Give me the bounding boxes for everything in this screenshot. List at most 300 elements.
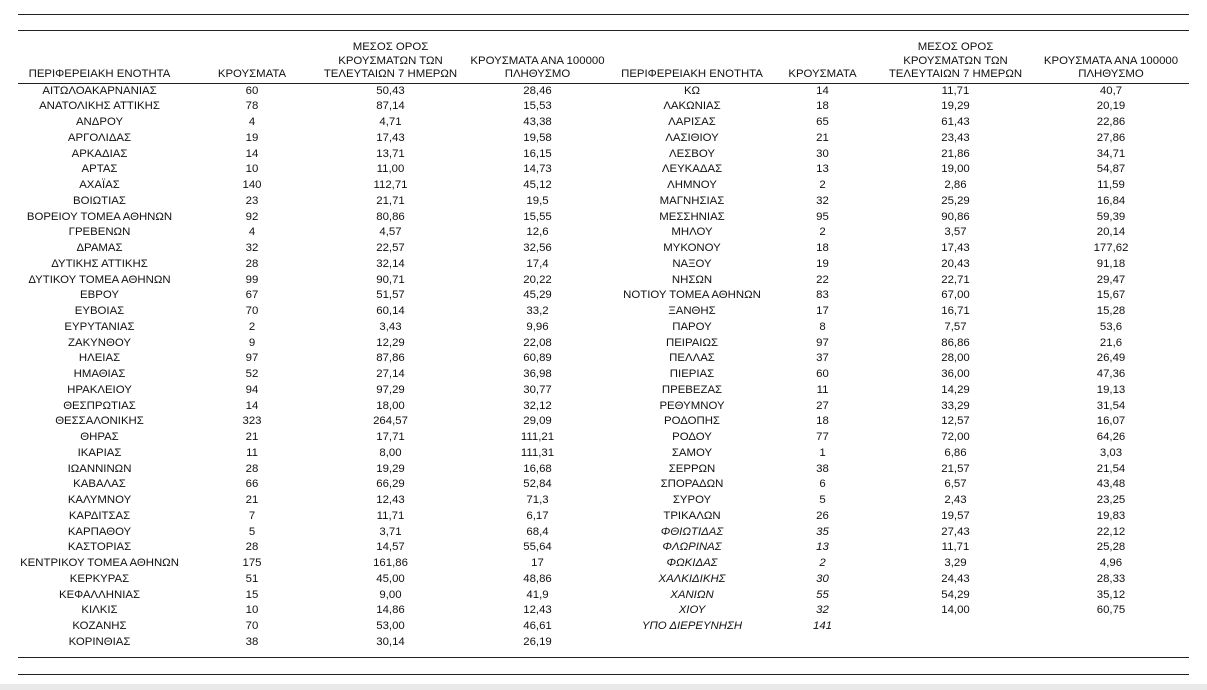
- right-cases-cell: 95: [816, 210, 829, 223]
- right-region-cell: ΣΕΡΡΩΝ: [668, 462, 716, 475]
- left-region-cell: ΑΧΑΪΑΣ: [79, 179, 120, 191]
- left-cases-cell: 99: [245, 273, 259, 286]
- header-per-100k: [458, 41, 617, 83]
- left-region-cell: ΑΡΓΟΛΙΔΑΣ: [67, 131, 132, 144]
- right-cases-cell: 26: [816, 509, 829, 522]
- header-cases-right: ΚΡΟΥΣΜΑΤΑ: [767, 41, 878, 83]
- right-region-cell: ΝΟΤΙΟΥ ΤΟΜΕΑ ΑΘΗΝΩΝ: [623, 289, 761, 302]
- table-row: [18, 351, 1189, 367]
- left-cases-cell: 97: [245, 352, 259, 365]
- left-per100k-cell: 68,4: [526, 525, 549, 538]
- right-avg-cell: 25,29: [941, 194, 970, 207]
- left-per100k-cell: 19,58: [523, 131, 552, 144]
- left-avg-cell: 87,14: [376, 100, 405, 113]
- left-region-cell: ΚΟΖΑΝΗΣ: [72, 620, 127, 632]
- header-region-right: ΠΕΡΙΦΕΡΕΙΑΚΗ ΕΝΟΤΗΤΑ: [617, 41, 767, 83]
- left-cases-cell: 23: [245, 194, 259, 207]
- left-region-cell: ΔΥΤΙΚΗΣ ΑΤΤΙΚΗΣ: [51, 257, 148, 270]
- right-avg-cell: 2,43: [944, 494, 967, 506]
- header-per100k-line1: ΚΡΟΥΣΜΑΤΑ ΑΝΑ 100000: [470, 54, 605, 67]
- left-cases-cell: 92: [245, 210, 259, 223]
- left-cases-cell: 32: [245, 242, 259, 254]
- right-avg-cell: 27,43: [941, 525, 970, 538]
- right-cases-cell: 13: [816, 163, 829, 176]
- left-avg-cell: 18,00: [376, 399, 405, 412]
- left-per100k-cell: 17,4: [526, 257, 549, 270]
- left-avg-cell: 8,00: [379, 446, 402, 459]
- left-region-cell: ΚΙΛΚΙΣ: [81, 604, 118, 617]
- left-region-cell: ΗΜΑΘΙΑΣ: [73, 368, 126, 380]
- left-cases-cell: 7: [248, 509, 256, 522]
- table-row: [18, 446, 1189, 462]
- right-region-cell: ΣΥΡΟΥ: [672, 494, 712, 506]
- right-cases-cell: 14: [816, 84, 829, 97]
- left-cases-cell: 19: [245, 131, 259, 144]
- right-cases-cell: 2: [819, 557, 826, 569]
- table-bottom-rule: [18, 657, 1189, 658]
- table-row: [18, 147, 1189, 163]
- table-row: [18, 99, 1189, 115]
- left-cases-cell: 66: [245, 478, 259, 491]
- left-cases-cell: 28: [245, 541, 259, 554]
- left-avg-cell: 45,00: [376, 572, 405, 585]
- right-per100k-cell: 11,59: [1097, 179, 1125, 191]
- header-avg-line3: ΤΕΛΕΥΤΑΙΩΝ 7 ΗΜΕΡΩΝ: [323, 68, 458, 80]
- left-avg-cell: 17,43: [376, 131, 405, 144]
- left-region-cell: ΚΑΛΥΜΝΟΥ: [67, 494, 132, 506]
- right-per100k-cell: 22,12: [1096, 525, 1126, 538]
- right-region-cell: ΚΩ: [683, 84, 701, 97]
- left-region-cell: ΚΑΡΠΑΘΟΥ: [67, 525, 132, 538]
- left-avg-cell: 90,71: [376, 273, 405, 286]
- left-per100k-cell: 32,12: [523, 399, 552, 412]
- left-per100k-cell: 43,38: [523, 116, 552, 128]
- right-region-cell: ΠΡΕΒΕΖΑΣ: [661, 383, 723, 396]
- left-per100k-cell: 20,22: [523, 273, 552, 286]
- left-region-cell: ΚΑΣΤΟΡΙΑΣ: [67, 541, 132, 554]
- table-row: [18, 399, 1189, 415]
- right-avg-cell: 24,43: [941, 572, 970, 585]
- right-region-cell: ΠΕΙΡΑΙΩΣ: [665, 336, 719, 349]
- left-cases-cell: 15: [245, 588, 259, 601]
- left-cases-cell: 10: [245, 163, 259, 176]
- table-row: [18, 131, 1189, 147]
- table-row: [18, 288, 1189, 304]
- table-row: [18, 83, 1189, 99]
- left-avg-cell: 32,14: [376, 257, 405, 270]
- header-per100k-line2-right: ΠΛΗΘΥΣΜΟ: [1078, 68, 1144, 80]
- right-region-cell: ΛΗΜΝΟΥ: [667, 179, 717, 191]
- page-edge: [0, 684, 1207, 690]
- right-region-cell: ΝΗΣΩΝ: [671, 273, 713, 286]
- right-region-cell: ΤΡΙΚΑΛΩΝ: [663, 509, 721, 522]
- header-top-rule: [18, 30, 1189, 31]
- left-cases-cell: 94: [245, 383, 259, 396]
- table-row: [18, 162, 1189, 178]
- left-avg-cell: 66,29: [376, 478, 405, 491]
- right-per100k-cell: 59,39: [1096, 210, 1126, 223]
- right-cases-cell: 18: [816, 100, 829, 113]
- right-avg-cell: 61,43: [941, 116, 970, 128]
- right-cases-cell: 30: [816, 147, 829, 160]
- left-avg-cell: 161,86: [373, 557, 408, 569]
- left-avg-cell: 264,57: [373, 415, 408, 428]
- right-region-cell: ΛΑΣΙΘΙΟΥ: [665, 131, 719, 144]
- right-per100k-cell: 4,96: [1099, 557, 1123, 569]
- left-cases-cell: 175: [242, 557, 262, 569]
- left-avg-cell: 22,57: [376, 242, 405, 254]
- table-row: [18, 430, 1189, 446]
- right-region-cell: ΥΠΟ ΔΙΕΡΕΥΝΗΣΗ: [641, 620, 743, 632]
- right-per100k-cell: 21,54: [1096, 462, 1126, 475]
- right-region-cell: ΧΑΝΙΩΝ: [670, 588, 714, 601]
- right-per100k-cell: 3,03: [1099, 446, 1123, 459]
- right-per100k-cell: 91,18: [1096, 257, 1126, 270]
- right-cases-cell: 35: [816, 525, 829, 538]
- left-region-cell: ΔΥΤΙΚΟΥ ΤΟΜΕΑ ΑΘΗΝΩΝ: [28, 273, 171, 286]
- covid-cases-table: [18, 41, 1189, 651]
- table-row: [18, 320, 1189, 336]
- left-cases-cell: 70: [245, 305, 259, 317]
- table-row: [18, 336, 1189, 352]
- right-cases-cell: 55: [816, 588, 829, 601]
- right-region-cell: ΦΘΙΩΤΙΔΑΣ: [660, 525, 724, 538]
- left-cases-cell: 28: [245, 462, 259, 475]
- left-cases-cell: 323: [242, 415, 262, 428]
- left-avg-cell: 14,86: [376, 604, 405, 617]
- header-avg-line1: ΜΕΣΟΣ ΟΡΟΣ: [352, 41, 429, 53]
- left-cases-cell: 70: [245, 620, 259, 632]
- right-region-cell: ΠΕΛΛΑΣ: [669, 352, 715, 365]
- left-per100k-cell: 45,12: [523, 179, 552, 191]
- left-cases-cell: 4: [248, 116, 256, 128]
- left-region-cell: ΚΑΒΑΛΑΣ: [73, 478, 126, 491]
- left-per100k-cell: 28,46: [523, 84, 552, 97]
- right-region-cell: ΡΟΔΟΥ: [672, 431, 712, 443]
- right-avg-cell: 11,71: [941, 84, 970, 97]
- right-per100k-cell: 20,19: [1096, 100, 1126, 113]
- right-region-cell: ΧΙΟΥ: [678, 604, 706, 617]
- left-region-cell: ΒΟΙΩΤΙΑΣ: [73, 194, 126, 207]
- left-cases-cell: 2: [248, 320, 256, 333]
- left-cases-cell: 78: [245, 100, 259, 113]
- header-avg-7-days: [323, 41, 458, 83]
- table-row: [18, 556, 1189, 572]
- table-row: [18, 619, 1189, 635]
- right-region-cell: ΠΙΕΡΙΑΣ: [669, 368, 715, 380]
- left-avg-cell: 80,86: [376, 210, 405, 223]
- right-region-cell: ΜΑΓΝΗΣΙΑΣ: [659, 194, 725, 207]
- right-avg-cell: 6,86: [944, 446, 967, 459]
- table-row: [18, 178, 1189, 194]
- right-avg-cell: 14,29: [941, 383, 970, 396]
- left-per100k-cell: 33,2: [526, 305, 549, 317]
- right-per100k-cell: 28,33: [1096, 572, 1126, 585]
- left-per100k-cell: 22,08: [523, 336, 552, 349]
- right-avg-cell: 12,57: [941, 415, 970, 428]
- left-cases-cell: 52: [245, 368, 259, 380]
- left-per100k-cell: 48,86: [523, 572, 552, 585]
- left-cases-cell: 60: [245, 84, 259, 97]
- left-per100k-cell: 111,31: [520, 446, 555, 459]
- left-avg-cell: 9,00: [379, 588, 402, 601]
- right-per100k-cell: 22,86: [1096, 116, 1126, 128]
- right-avg-cell: [878, 619, 1033, 635]
- right-cases-cell: 60: [816, 368, 829, 380]
- left-cases-cell: 5: [248, 525, 256, 538]
- left-cases-cell: 21: [245, 431, 259, 443]
- left-region-cell: ΘΕΣΣΑΛΟΝΙΚΗΣ: [55, 415, 144, 428]
- table-row: [18, 540, 1189, 556]
- left-region-cell: ΗΡΑΚΛΕΙΟΥ: [67, 383, 132, 396]
- right-avg-cell: 72,00: [941, 431, 970, 443]
- left-per100k-cell: 52,84: [523, 478, 552, 491]
- table-row: [18, 194, 1189, 210]
- left-region-cell: ΑΙΤΩΛΟΑΚΑΡΝΑΝΙΑΣ: [42, 84, 157, 97]
- left-per100k-cell: 32,56: [523, 242, 552, 254]
- left-per100k-cell: 26,19: [523, 635, 552, 648]
- left-cases-cell: 38: [245, 635, 259, 648]
- left-cases-cell: 10: [245, 604, 259, 617]
- right-avg-cell: 17,43: [941, 242, 970, 254]
- left-per100k-cell: 12,43: [523, 604, 552, 617]
- right-avg-cell: 11,71: [941, 541, 970, 554]
- right-cases-cell: 37: [816, 352, 829, 365]
- left-avg-cell: 50,43: [376, 84, 405, 97]
- left-per100k-cell: 15,55: [523, 210, 552, 223]
- right-region-cell: [617, 635, 767, 651]
- left-avg-cell: 53,00: [376, 620, 405, 632]
- left-avg-cell: 19,29: [376, 462, 405, 475]
- right-cases-cell: 2: [819, 179, 826, 191]
- right-avg-cell: 22,71: [941, 273, 970, 286]
- left-cases-cell: 140: [242, 179, 262, 191]
- left-region-cell: ΕΥΒΟΙΑΣ: [74, 305, 125, 317]
- right-avg-cell: 67,00: [941, 289, 970, 302]
- table-row: [18, 477, 1189, 493]
- table-row: [18, 509, 1189, 525]
- top-rule: [18, 14, 1189, 15]
- right-cases-cell: 8: [819, 320, 826, 333]
- left-avg-cell: 30,14: [376, 635, 405, 648]
- left-per100k-cell: 16,15: [523, 147, 552, 160]
- right-avg-cell: 6,57: [944, 478, 967, 491]
- table-row: [18, 115, 1189, 131]
- right-region-cell: ΡΕΘΥΜΝΟΥ: [659, 399, 725, 412]
- table-row: [18, 367, 1189, 383]
- left-per100k-cell: 15,53: [523, 100, 552, 113]
- left-avg-cell: 27,14: [376, 368, 405, 380]
- right-per100k-cell: 53,6: [1099, 320, 1123, 333]
- header-avg-line2: ΚΡΟΥΣΜΑΤΩΝ ΤΩΝ: [338, 54, 443, 67]
- left-region-cell: ΖΑΚΥΝΘΟΥ: [68, 336, 131, 349]
- right-per100k-cell: 15,28: [1096, 305, 1126, 317]
- table-row: [18, 304, 1189, 320]
- left-per100k-cell: 6,17: [526, 509, 549, 522]
- left-region-cell: ΙΚΑΡΙΑΣ: [77, 446, 122, 459]
- header-per100k-line2: ΠΛΗΘΥΣΜΟ: [504, 68, 571, 80]
- header-avg-7-days-right: [878, 41, 1033, 83]
- right-avg-cell: 16,71: [941, 305, 970, 317]
- right-per100k-cell: 54,87: [1096, 163, 1126, 176]
- right-cases-cell: 32: [816, 194, 829, 207]
- left-avg-cell: 4,71: [379, 116, 402, 128]
- right-cases-cell: 18: [816, 415, 829, 428]
- right-avg-cell: 3,29: [944, 557, 967, 569]
- left-cases-cell: 51: [245, 572, 259, 585]
- right-avg-cell: 28,00: [941, 352, 970, 365]
- right-avg-cell: 20,43: [941, 257, 970, 270]
- right-region-cell: ΠΑΡΟΥ: [672, 320, 712, 333]
- left-region-cell: ΚΕΦΑΛΛΗΝΙΑΣ: [58, 588, 141, 601]
- right-per100k-cell: 35,12: [1096, 588, 1126, 601]
- right-cases-cell: 65: [816, 116, 829, 128]
- left-cases-cell: 67: [245, 289, 259, 302]
- left-cases-cell: 9: [248, 336, 256, 349]
- right-region-cell: ΡΟΔΟΠΗΣ: [664, 415, 720, 428]
- right-region-cell: ΣΑΜΟΥ: [671, 446, 713, 459]
- right-cases-cell: 6: [819, 478, 826, 491]
- table-row: [18, 525, 1189, 541]
- left-avg-cell: 60,14: [376, 305, 405, 317]
- right-cases-cell: 18: [816, 242, 829, 254]
- right-avg-cell: 19,57: [941, 509, 970, 522]
- left-region-cell: ΓΡΕΒΕΝΩΝ: [68, 226, 131, 239]
- table-header-row: [18, 41, 1189, 83]
- left-cases-cell: 11: [246, 446, 258, 459]
- right-cases-cell: 13: [816, 541, 829, 554]
- table-body: [18, 83, 1189, 651]
- left-avg-cell: 51,57: [376, 289, 405, 302]
- left-region-cell: ΕΥΡΥΤΑΝΙΑΣ: [64, 320, 135, 333]
- left-cases-cell: 4: [248, 226, 256, 239]
- table-row: [18, 225, 1189, 241]
- left-cases-cell: 14: [245, 399, 259, 412]
- left-avg-cell: 3,43: [379, 320, 402, 333]
- right-per100k-cell: 19,13: [1096, 383, 1126, 396]
- left-per100k-cell: 12,6: [526, 226, 549, 239]
- left-per100k-cell: 30,77: [523, 383, 552, 396]
- right-per100k-cell: 21,6: [1099, 336, 1123, 349]
- right-avg-cell: 23,43: [941, 131, 970, 144]
- right-cases-cell: [767, 635, 878, 651]
- right-avg-cell: 33,29: [941, 399, 970, 412]
- left-per100k-cell: 60,89: [523, 352, 552, 365]
- table-row: [18, 588, 1189, 604]
- left-per100k-cell: 45,29: [523, 289, 552, 302]
- right-avg-cell: 14,00: [941, 604, 970, 617]
- right-per100k-cell: 15,67: [1096, 289, 1126, 302]
- right-cases-cell: 5: [819, 494, 826, 506]
- left-region-cell: ΔΡΑΜΑΣ: [76, 242, 123, 254]
- right-cases-cell: 17: [816, 305, 829, 317]
- right-cases-cell: 30: [816, 572, 829, 585]
- right-region-cell: ΦΛΩΡΙΝΑΣ: [662, 541, 722, 554]
- right-region-cell: ΦΩΚΙΔΑΣ: [666, 557, 718, 569]
- right-region-cell: ΧΑΛΚΙΔΙΚΗΣ: [658, 572, 726, 585]
- right-per100k-cell: 19,83: [1096, 509, 1126, 522]
- right-avg-cell: [878, 635, 1033, 651]
- left-avg-cell: 112,71: [373, 179, 408, 191]
- right-cases-cell: 27: [816, 399, 829, 412]
- right-per100k-cell: 177,62: [1093, 242, 1129, 254]
- header-avg-line1-right: ΜΕΣΟΣ ΟΡΟΣ: [917, 41, 994, 53]
- left-per100k-cell: 29,09: [523, 415, 552, 428]
- right-avg-cell: 7,57: [944, 320, 967, 333]
- right-region-cell: ΞΑΝΘΗΣ: [668, 305, 716, 317]
- header-cases: ΚΡΟΥΣΜΑΤΑ: [181, 41, 323, 83]
- left-avg-cell: 3,71: [379, 525, 402, 538]
- right-avg-cell: 3,57: [944, 226, 967, 239]
- table-row: [18, 241, 1189, 257]
- left-avg-cell: 13,71: [376, 147, 405, 160]
- left-avg-cell: 11,71: [376, 509, 405, 522]
- left-region-cell: ΚΑΡΔΙΤΣΑΣ: [68, 509, 131, 522]
- right-per100k-cell: 31,54: [1096, 399, 1126, 412]
- left-region-cell: ΒΟΡΕΙΟΥ ΤΟΜΕΑ ΑΘΗΝΩΝ: [26, 210, 173, 223]
- left-per100k-cell: 71,3: [526, 494, 549, 506]
- left-cases-cell: 14: [245, 147, 259, 160]
- table-row: [18, 462, 1189, 478]
- right-region-cell: ΛΑΚΩΝΙΑΣ: [663, 100, 721, 113]
- left-avg-cell: 12,43: [376, 494, 405, 506]
- left-region-cell: ΑΝΑΤΟΛΙΚΗΣ ΑΤΤΙΚΗΣ: [39, 100, 160, 113]
- right-per100k-cell: [1033, 635, 1189, 651]
- right-avg-cell: 21,86: [941, 147, 970, 160]
- left-cases-cell: 21: [245, 494, 259, 506]
- table-row: [18, 257, 1189, 273]
- right-region-cell: ΛΕΣΒΟΥ: [669, 147, 715, 160]
- left-per100k-cell: 16,68: [523, 462, 552, 475]
- right-region-cell: ΜΕΣΣΗΝΙΑΣ: [659, 210, 725, 223]
- left-per100k-cell: 111,21: [520, 431, 555, 443]
- right-per100k-cell: 16,07: [1096, 415, 1126, 428]
- left-avg-cell: 21,71: [376, 194, 405, 207]
- header-avg-line3-right: ΤΕΛΕΥΤΑΙΩΝ 7 ΗΜΕΡΩΝ: [888, 68, 1023, 80]
- right-cases-cell: 19: [816, 257, 829, 270]
- right-region-cell: ΜΥΚΟΝΟΥ: [663, 242, 721, 254]
- right-per100k-cell: 29,47: [1096, 273, 1126, 286]
- table-row: [18, 572, 1189, 588]
- right-avg-cell: 86,86: [941, 336, 970, 349]
- left-avg-cell: 97,29: [376, 383, 405, 396]
- right-avg-cell: 19,00: [941, 163, 970, 176]
- left-avg-cell: 11,00: [376, 163, 405, 176]
- right-per100k-cell: 26,49: [1096, 352, 1126, 365]
- right-cases-cell: 32: [816, 604, 829, 617]
- left-region-cell: ΚΕΝΤΡΙΚΟΥ ΤΟΜΕΑ ΑΘΗΝΩΝ: [20, 557, 179, 569]
- right-cases-cell: 2: [819, 226, 826, 239]
- left-per100k-cell: 55,64: [523, 541, 552, 554]
- table-row: [18, 414, 1189, 430]
- left-per100k-cell: 17: [531, 557, 544, 569]
- right-cases-cell: 22: [816, 273, 829, 286]
- left-region-cell: ΗΛΕΙΑΣ: [78, 352, 121, 365]
- table-row: [18, 635, 1189, 651]
- header-per100k-line1-right: ΚΡΟΥΣΜΑΤΑ ΑΝΑ 100000: [1043, 54, 1179, 67]
- left-per100k-cell: 41,9: [526, 588, 549, 601]
- header-avg-line2-right: ΚΡΟΥΣΜΑΤΩΝ ΤΩΝ: [903, 54, 1008, 67]
- right-avg-cell: 19,29: [941, 100, 970, 113]
- right-cases-cell: 97: [816, 336, 829, 349]
- right-region-cell: ΣΠΟΡΑΔΩΝ: [660, 478, 724, 491]
- left-region-cell: ΘΕΣΠΡΩΤΙΑΣ: [63, 399, 136, 412]
- left-region-cell: ΑΝΔΡΟΥ: [75, 116, 124, 128]
- left-avg-cell: 14,57: [376, 541, 405, 554]
- right-avg-cell: 36,00: [941, 368, 970, 380]
- left-avg-cell: 4,57: [379, 226, 402, 239]
- left-per100k-cell: 9,96: [526, 320, 549, 333]
